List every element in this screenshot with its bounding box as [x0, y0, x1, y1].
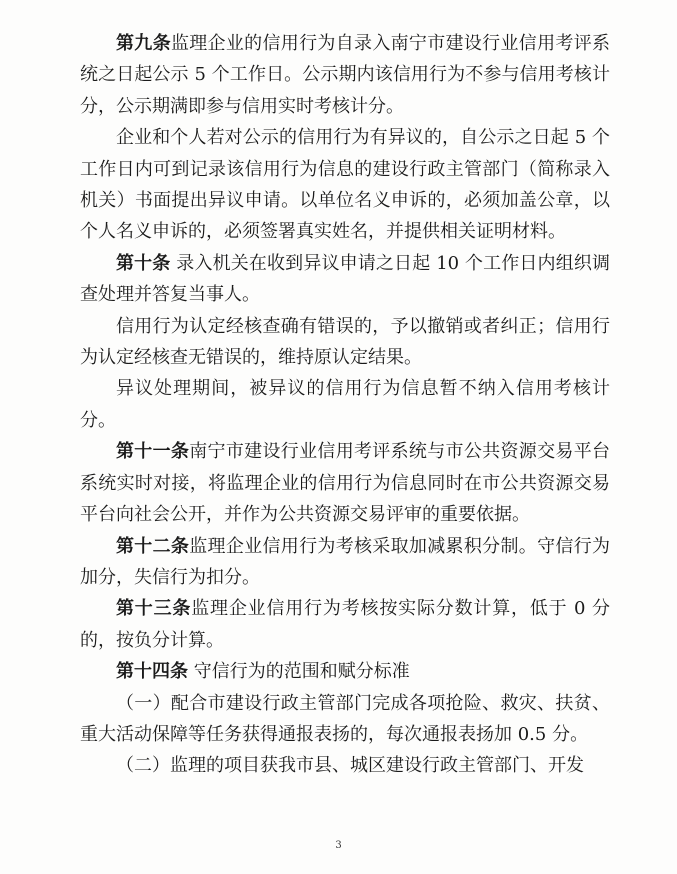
paragraph-text: 录入机关在收到异议申请之日起 10 个工作日内组织调查处理并答复当事人。 — [80, 252, 610, 306]
article-heading: 第十二条 — [116, 535, 190, 557]
article-heading: 第十一条 — [116, 441, 190, 463]
paragraph-text: 信用行为认定经核查确有错误的，予以撤销或者纠正；信用行为认定经核查无错误的，维持原认定结果。 — [80, 315, 610, 369]
paragraph-text: 南宁市建设行业信用考评系统与市公共资源交易平台系统实时对接，将监理企业的信用行为信息同时在市公共资源交易平台向社会公开，并作为公共资源交易评审的重要依据。 — [80, 441, 611, 526]
article-heading: 第十三条 — [116, 598, 192, 620]
paragraph-text: 异议处理期间，被异议的信用行为信息暂不纳入信用考核计分。 — [80, 378, 610, 431]
article-heading: 第十四条 — [116, 661, 188, 683]
article-heading: 第十条 — [116, 252, 171, 274]
clause-2-paragraph — [80, 750, 610, 781]
article-14-paragraph — [80, 656, 610, 687]
article-heading: 第九条 — [116, 33, 171, 54]
page-number: 3 — [335, 840, 342, 851]
paragraph-text: 监理企业的信用行为自录入南宁市建设行业信用考评系统之日起公示 5 个工作日。公示期内该信用行为不参与信用考核计分，公示期满即参与信用实时考核计分。 — [80, 33, 611, 117]
paragraph-text: （二）监理的项目获我市县、城区建设行政主管部门、开发 — [116, 755, 584, 777]
paragraph-text: 监理企业信用行为考核采取加减累积分制。守信行为加分，失信行为扣分。 — [80, 535, 611, 588]
article-9-paragraph — [80, 28, 610, 122]
article-11-paragraph — [80, 436, 610, 530]
document-body — [80, 28, 610, 782]
article-13-paragraph — [80, 593, 610, 656]
objection-period-paragraph — [80, 373, 610, 436]
article-12-paragraph — [80, 531, 610, 594]
paragraph-text: 守信行为的范围和赋分标准 — [188, 661, 410, 683]
article-10-paragraph — [80, 248, 610, 311]
paragraph-text: 监理企业信用行为考核按实际分数计算，低于 0 分的，按负分计算。 — [80, 598, 610, 651]
clause-1-paragraph — [80, 688, 610, 751]
correction-paragraph — [80, 311, 610, 374]
paragraph-text: （一）配合市建设行政主管部门完成各项抢险、救灾、扶贫、重大活动保障等任务获得通报表扬的，每次通报表扬加 0.5 分。 — [80, 692, 610, 745]
objection-paragraph — [80, 122, 610, 248]
paragraph-text: 企业和个人若对公示的信用行为有异议的，自公示之日起 5 个工作日内可到记录该信用行为信息的建设行政主管部门（简称录入机关）书面提出异议申请。以单位名义申诉的，必须加盖公章，以个人名义申诉的，必须签署真实姓名，并提供相关证明材料。 — [80, 127, 610, 243]
